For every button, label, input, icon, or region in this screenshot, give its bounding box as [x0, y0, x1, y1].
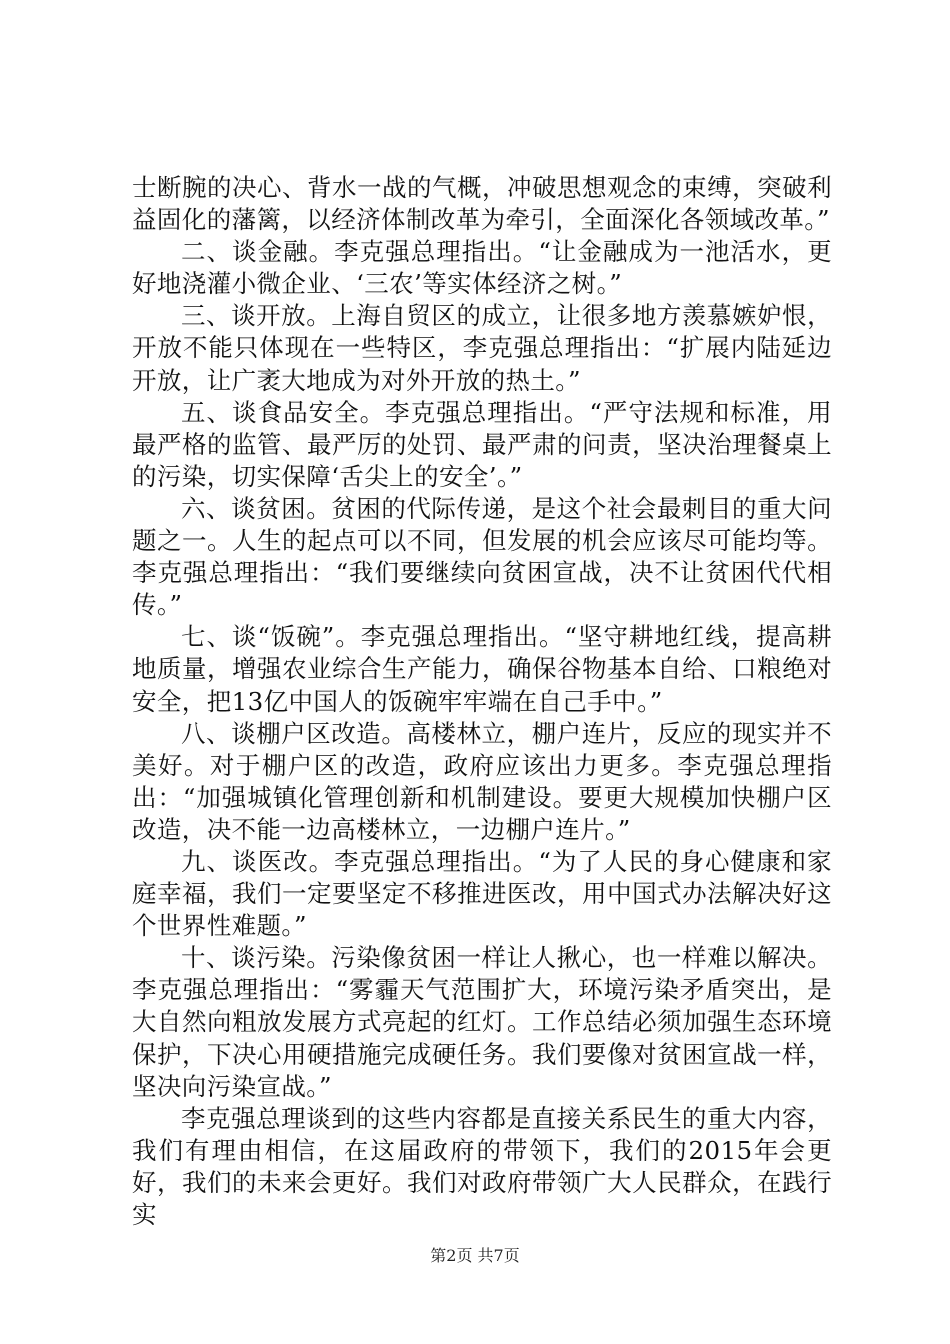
- page-number-footer: 第2页 共7页: [430, 1246, 520, 1265]
- paragraph-medical-reform: 九、谈医改。李克强总理指出。“为了人民的身心健康和家庭幸福，我们一定要坚定不移推进医改，用中国式办法解决好这个世界性难题。”: [132, 846, 832, 941]
- paragraph-food-safety: 五、谈食品安全。李克强总理指出。“严守法规和标准，用最严格的监管、最严厉的处罚、最严肃的问责，坚决治理餐桌上的污染，切实保障‘舌尖上的安全’。”: [132, 397, 832, 491]
- paragraph-finance: 二、谈金融。李克强总理指出。“让金融成为一池活水，更好地浇灌小微企业、‘三农’等实体经济之树。”: [132, 237, 832, 299]
- document-body: [132, 172, 832, 1231]
- paragraph-conclusion: 李克强总理谈到的这些内容都是直接关系民生的重大内容，我们有理由相信，在这届政府的带领下，我们的2015年会更好，我们的未来会更好。我们对政府带领广大人民群众，在践行实: [132, 1103, 832, 1229]
- paragraph-shantytown: 八、谈棚户区改造。高楼林立，棚户连片，反应的现实并不美好。对于棚户区的改造，政府应该出力更多。李克强总理指出：“加强城镇化管理创新和机制建设。要更大规模加快棚户区改造，决不能一边高楼林立，一边棚户连片。”: [132, 718, 832, 844]
- paragraph-rice-bowl: 七、谈“饭碗”。李克强总理指出。“坚守耕地红线，提高耕地质量，增强农业综合生产能力，确保谷物基本自给、口粮绝对安全，把13亿中国人的饭碗牢牢端在自己手中。”: [132, 622, 832, 716]
- paragraph-poverty: 六、谈贫困。贫困的代际传递，是这个社会最刺目的重大问题之一。人生的起点可以不同，但发展的机会应该尽可能均等。李克强总理指出：“我们要继续向贫困宣战，决不让贫困代代相传。”: [132, 493, 832, 620]
- paragraph-pollution: 十、谈污染。污染像贫困一样让人揪心，也一样难以解决。李克强总理指出：“雾霾天气范围扩大，环境污染矛盾突出，是大自然向粗放发展方式亮起的红灯。工作总结必须加强生态环境保护，下决心用硬措施完成硬任务。我们要像对贫困宣战一样，坚决向污染宣战。”: [132, 943, 832, 1101]
- paragraph-opening-up: 三、谈开放。上海自贸区的成立，让很多地方羡慕嫉妒恨，开放不能只体现在一些特区，李克强总理指出：“扩展内陆延边开放，让广袤大地成为对外开放的热土。”: [132, 301, 832, 395]
- paragraph-continuation: 士断腕的决心、背水一战的气概，冲破思想观念的束缚，突破利益固化的藩篱，以经济体制改革为牵引，全面深化各领域改革。”: [132, 173, 832, 235]
